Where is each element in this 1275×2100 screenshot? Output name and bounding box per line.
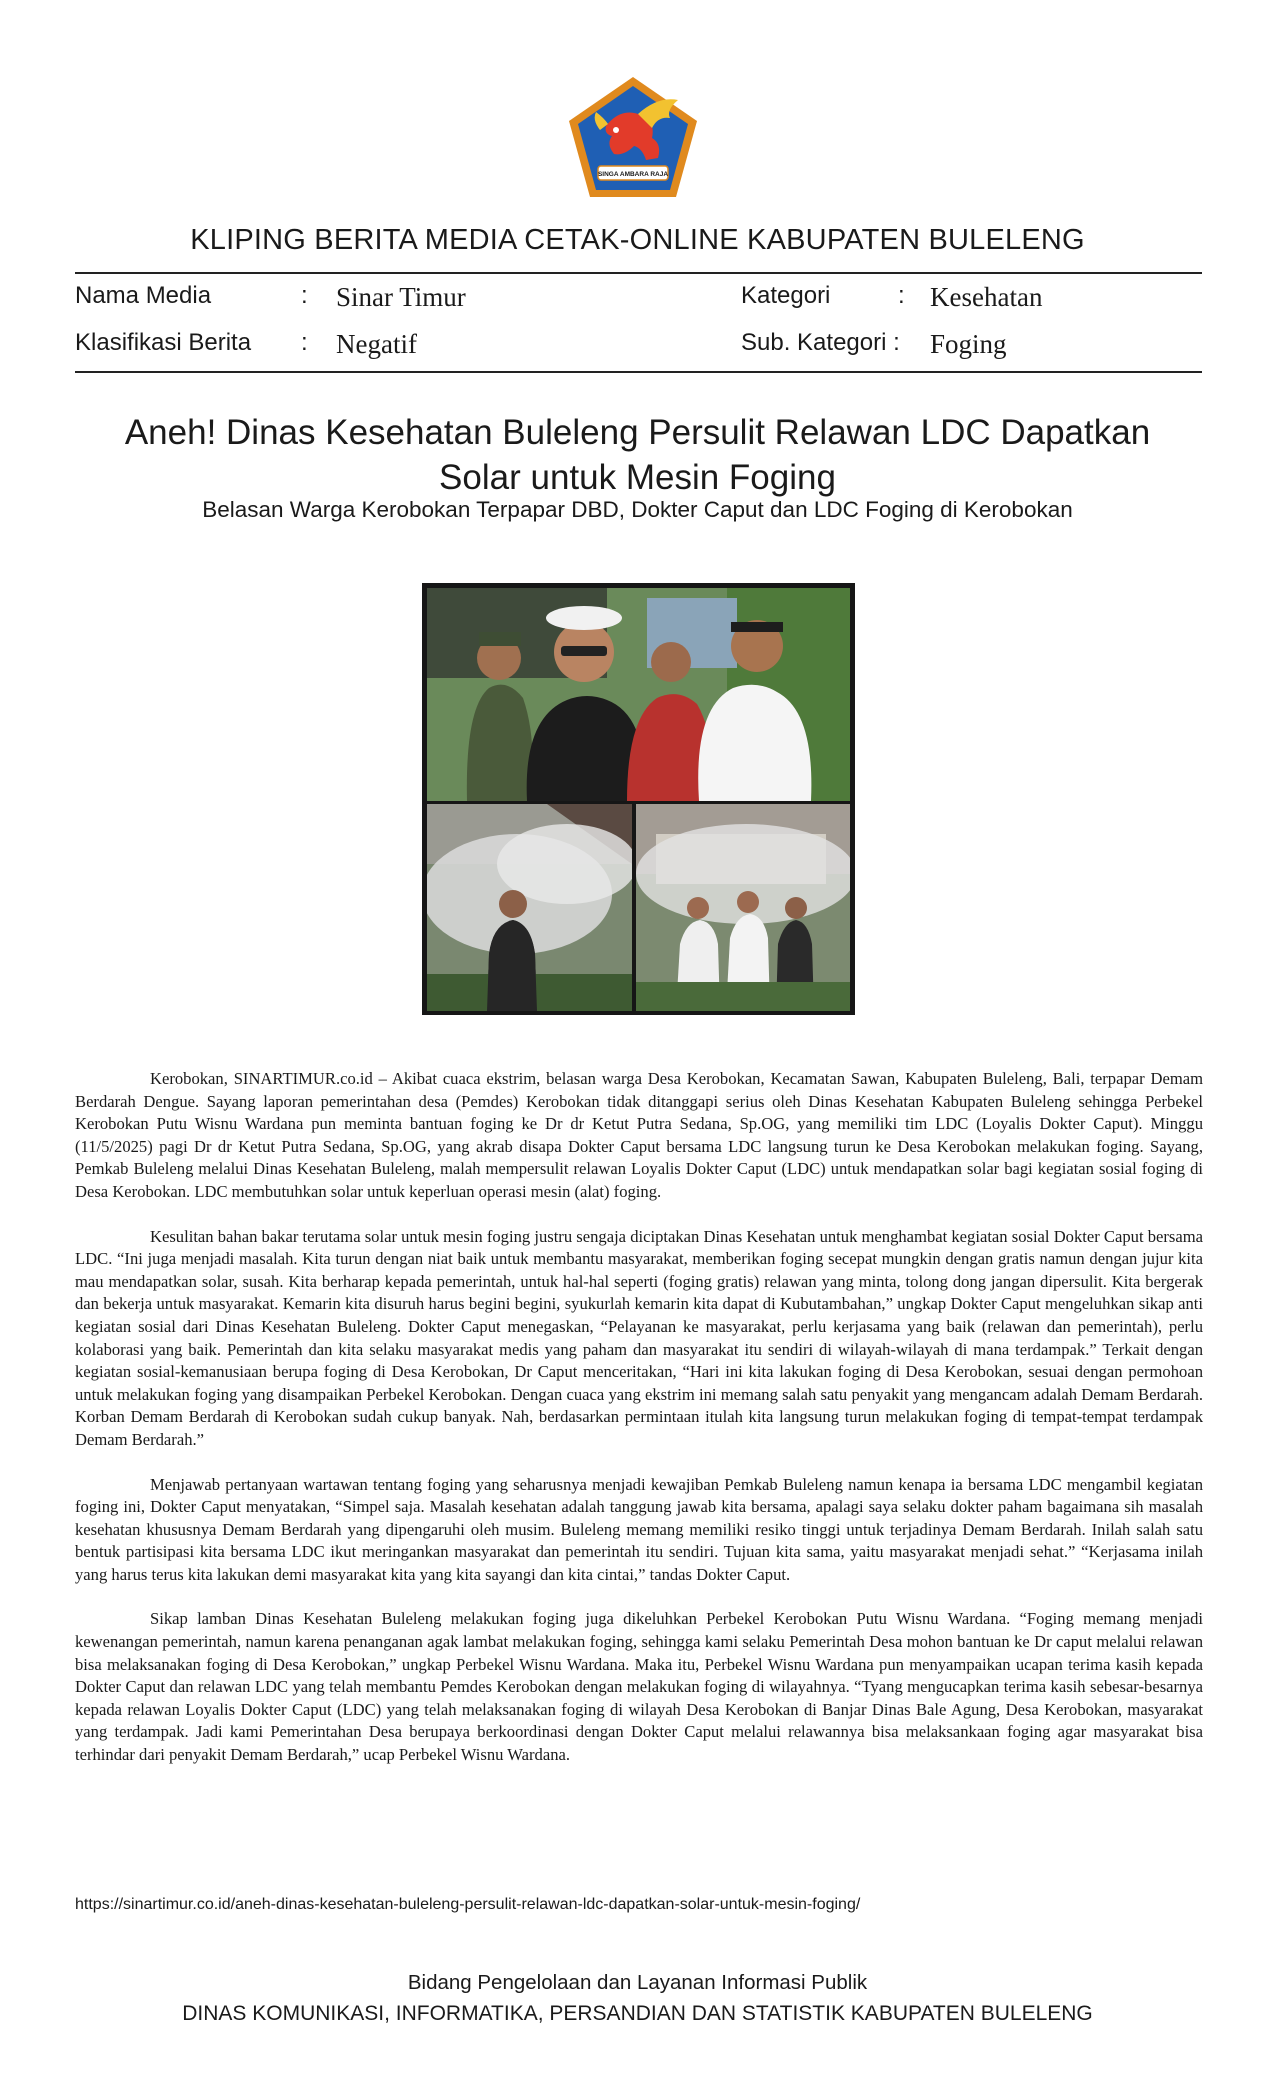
headline-line-1: Aneh! Dinas Kesehatan Buleleng Persulit Relawan LDC Dapatkan bbox=[124, 413, 1151, 452]
kategori-colon: : bbox=[898, 282, 905, 309]
header-top-rule bbox=[75, 272, 1202, 274]
footer-division: Bidang Pengelolaan dan Layanan Informasi Publik bbox=[407, 1971, 868, 1994]
kliping-title: KLIPING BERITA MEDIA CETAK-ONLINE KABUPATEN BULELENG bbox=[190, 224, 1085, 256]
article-paragraph-4: Sikap lamban Dinas Kesehatan Buleleng melakukan foging juga dikeluhkan Perbekel Kerobokan Putu Wisnu Wardana. “Foging memang menjadi kewenangan pemerintah, namun karena penanganan agak lambat melakukan foging, sehingga kami selaku Pemerintah Desa mohon bantuan ke Dr caput melalui relawan bisa melaksanakan foging di Desa Kerobokan,” ungkap Perbekel Wisnu Wardana. Maka itu, Perbekel Wisnu Wardana pun menyampaikan ucapan terima kasih kepada Dokter Caput dan relawan LDC yang telah membantu Pemdes Kerobokan dengan melakukan foging di wilayahnya. “Tyang mengucapkan terima kasih sebesar-besarnya kepada relawan Loyalis Dokter Caput (LDC) yang telah melaksanakan foging di wilayah Desa Kerobokan di Banjar Dinas Bale Agung, Desa Kerobokan, masyarakat yang terdampak. Jadi kami Pemerintahan Desa berupaya berkoordinasi dengan Dokter Caput melalui relawannya bisa melaksankaan foging agar masyarakat bisa terhindar dari penyakit Demam Berdarah,” ucap Perbekel Wisnu Wardana. bbox=[75, 1609, 1203, 1765]
media-colon: : bbox=[301, 282, 308, 309]
klasifikasi-label: Klasifikasi Berita bbox=[75, 329, 252, 356]
subkategori-value: Foging bbox=[930, 329, 1007, 359]
source-url-link[interactable]: https://sinartimur.co.id/aneh-dinas-kesehatan-buleleng-persulit-relawan-ldc-dapatkan-solar-untuk-mesin-foging/ bbox=[75, 1896, 861, 1913]
article-headline bbox=[60, 410, 1215, 500]
logo-motto-text: SINGA AMBARA RAJA bbox=[597, 171, 669, 178]
klasifikasi-value: Negatif bbox=[336, 329, 417, 359]
footer-agency: DINAS KOMUNIKASI, INFORMATIKA, PERSANDIAN DAN STATISTIK KABUPATEN BULELENG bbox=[182, 2002, 1093, 2025]
photo-group-portrait bbox=[427, 588, 850, 801]
subkategori-label: Sub. Kategori : bbox=[741, 329, 900, 356]
header-bottom-rule bbox=[75, 371, 1202, 373]
kategori-label: Kategori bbox=[741, 282, 831, 309]
article-photo-collage bbox=[422, 583, 855, 1015]
headline-line-2: Solar untuk Mesin Foging bbox=[439, 458, 836, 497]
photo-fogging-left bbox=[427, 804, 632, 1011]
article-paragraph-2: Kesulitan bahan bakar terutama solar untuk mesin foging justru sengaja diciptakan Dinas Kesehatan untuk menghambat kegiatan sosial Dokter Caput bersama LDC. “Ini juga menjadi masalah. Kita turun dengan niat baik untuk membantu masyarakat, memberikan foging secepat mungkin dengan gratis namun dengan jujur kita mau mendapatkan solar, susah. Kita berharap kepada pemerintah, untuk hal-hal seperti (foging gratis) relawan yang minta, tolong dong jangan dipersulit. Kita bergerak dan bekerja untuk masyarakat. Kemarin kita disuruh harus begini begini, syukurlah kemarin kita dapat di Kubutambahan,” ungkap Dokter Caput mengeluhkan sikap anti kegiatan sosial dari Dinas Kesehatan Buleleng. Dokter Caput menegaskan, “Pelayanan ke masyarakat, perlu kerjasama yang baik (relawan dan pemerintah), perlu kolaborasi yang baik. Pemerintah dan kita selaku masyarakat medis yang paham dan masyarakat itu sendiri di wilayah-wilayah di mana terdampak.” Terkait dengan kegiatan sosial-kemanusiaan berupa foging di Desa Kerobokan, Dr Caput menceritakan, “Hari ini kita lakukan foging di Desa Kerobokan, sesuai dengan permohoan untuk melakukan foging yang disampaikan Perbekel Kerobokan. Dengan cuaca yang ekstrim ini memang salah satu penyakit yang mengancam adalah Demam Berdarah. Korban Demam Berdarah di Kerobokan sudah cukup banyak. Nah, berdasarkan permintaan itulah kita langsung turun melakukan foging di tempat-tempat terdampak Demam Berdarah.” bbox=[75, 1226, 1203, 1449]
klasifikasi-colon: : bbox=[301, 329, 308, 356]
logo-lion-eye bbox=[613, 127, 619, 133]
photo-fogging-right bbox=[636, 804, 850, 1011]
article-paragraph-3: Menjawab pertanyaan wartawan tentang foging yang seharusnya menjadi kewajiban Pemkab Buleleng namun kenapa ia bersama LDC mengambil kegiatan foging ini, Dokter Caput menyatakan, “Simpel saja. Masalah kesehatan adalah tanggung jawab kita bersama, apalagi saya selaku dokter paham bagaimana sih masalah kesehatan khususnya Demam Berdarah yang dipengaruhi oleh musim. Buleleng memang memiliki resiko tinggi untuk terjadinya Demam Berdarah. Inilah salah satu bentuk partisipasi kita bersama LDC ikut meringankan masyarakat dan pemerintah itu sendiri. Tujuan kita sama, yaitu masyarakat menjadi sehat.” “Kerjasama inilah yang harus terus kita lakukan demi masyarakat kita yang kita sayangi dan kita cintai,” tandas Dokter Caput. bbox=[75, 1474, 1203, 1584]
article-subheadline: Belasan Warga Kerobokan Terpapar DBD, Dokter Caput dan LDC Foging di Kerobokan bbox=[202, 497, 1073, 522]
kategori-value: Kesehatan bbox=[930, 282, 1043, 312]
article-paragraph-1: Kerobokan, SINARTIMUR.co.id – Akibat cuaca ekstrim, belasan warga Desa Kerobokan, Kecamatan Sawan, Kabupaten Buleleng, Bali, terpapar Demam Berdarah Dengue. Sayang laporan pemerintahan desa (Pemdes) Kerobokan tidak ditanggapi serius oleh Dinas Kesehatan Kabupaten Buleleng sehingga Perbekel Kerobokan Putu Wisnu Wardana pun meminta bantuan foging ke Dr dr Ketut Putra Sedana, Sp.OG, yang memiliki tim LDC (Loyalis Dokter Caput). Minggu (11/5/2025) pagi Dr dr Ketut Putra Sedana, Sp.OG, yang akrab disapa Dokter Caput bersama LDC langsung turun ke Desa Kerobokan melakukan foging. Sayang, Pemkab Buleleng melalui Dinas Kesehatan Buleleng, malah mempersulit relawan Loyalis Dokter Caput (LDC) untuk mendapatkan solar bagi kegiatan sosial foging di Desa Kerobokan. LDC membutuhkan solar untuk keperluan operasi mesin (alat) foging. bbox=[75, 1069, 1203, 1201]
media-label: Nama Media bbox=[75, 282, 212, 309]
buleleng-coat-of-arms-logo bbox=[566, 74, 700, 200]
media-value: Sinar Timur bbox=[336, 282, 466, 312]
article-body bbox=[75, 1068, 1203, 1789]
